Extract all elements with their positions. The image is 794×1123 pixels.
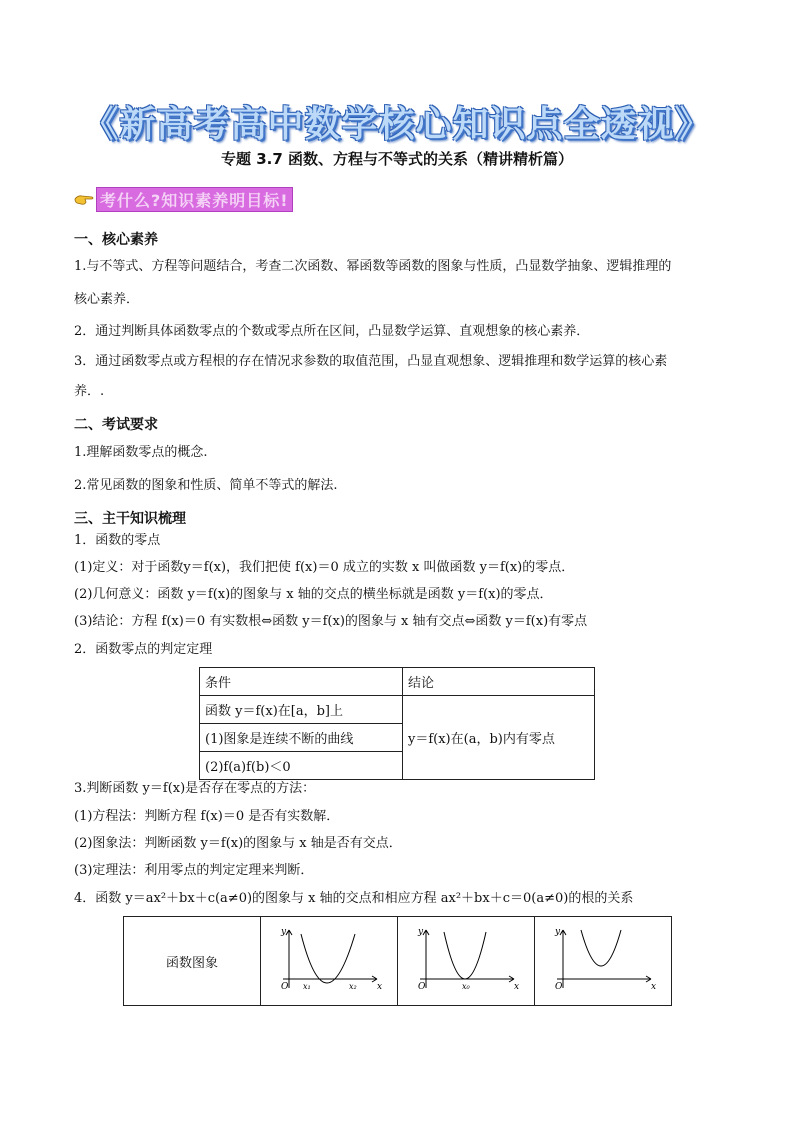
- table-header-conclusion: 结论: [403, 668, 595, 696]
- conclusion-line: (3)结论：方程 f(x)＝0 有实数根⇔函数 y＝f(x)的图象与 x 轴有交点⇔函数 y＝f(x)有零点: [74, 614, 588, 629]
- table-row-condition-3: (2)f(a)f(b)＜0: [200, 752, 403, 780]
- method-2: (2)图象法：判断函数 y＝f(x)的图象与 x 轴是否有交点．: [74, 836, 402, 851]
- method-3: (3)定理法：利用零点的判定定理来判断．: [74, 863, 314, 878]
- table-header-condition: 条件: [200, 668, 403, 696]
- graph2-y-label: y: [418, 927, 424, 937]
- core-p3b: 养．.: [74, 384, 105, 399]
- graph-no-root: [534, 917, 671, 1005]
- zero-title: 1．函数的零点: [74, 533, 161, 548]
- graph1-y-label: y: [281, 927, 287, 937]
- parabola-no-root-figure: [543, 922, 663, 1000]
- core-p1a: 1.与不等式、方程等问题结合，考查二次函数、幂函数等函数的图象与性质，凸显数学抽象、逻辑推理的: [74, 259, 672, 274]
- core-p1b: 核心素养．: [74, 292, 140, 307]
- quadratic-title: 4．函数 y＝ax²＋bx＋c(a≠0)的图象与 x 轴的交点和相应方程 ax²＋bx＋c＝0(a≠0)的根的关系: [74, 891, 634, 906]
- exam-p2: 2.常见函数的图象和性质、简单不等式的解法.: [74, 478, 338, 493]
- parabola-two-roots-figure: [269, 922, 389, 1000]
- goal-row: [74, 187, 293, 211]
- exam-p1: 1.理解函数零点的概念.: [74, 445, 208, 460]
- geometric-line: (2)几何意义：函数 y＝f(x)的图象与 x 轴的交点的横坐标就是函数 y＝f(x)的零点．: [74, 587, 553, 602]
- page-subtitle: 专题 3.7 函数、方程与不等式的关系（精讲精析篇）: [220, 150, 574, 168]
- pointing-hand-icon: [74, 192, 94, 206]
- graph1-origin-label: O: [281, 982, 289, 992]
- graph3-x-label: x: [651, 982, 657, 992]
- method-title: 3.判断函数 y＝f(x)是否存在零点的方法：: [74, 781, 316, 796]
- graph1-x-label: x: [377, 982, 383, 992]
- core-p3a: 3．通过函数零点或方程根的存在情况求参数的取值范围，凸显直观想象、逻辑推理和数学运算的核心素: [74, 354, 668, 369]
- banner-title: 《新高考高中数学核心知识点全透视》: [82, 104, 712, 145]
- graph3-y-label: y: [555, 927, 561, 937]
- graph2-x-label: x: [514, 982, 520, 992]
- table-row-condition-2: (1)图象是连续不断的曲线: [200, 724, 403, 752]
- graph-label: 函数图象: [165, 955, 218, 971]
- graph1-root-1: x₁: [303, 982, 311, 991]
- quadratic-graph-table: [123, 916, 672, 1006]
- table-cell-conclusion: y＝f(x)在(a，b)内有零点: [403, 696, 595, 780]
- graph1-root-2: x₂: [349, 982, 357, 991]
- graph-one-root: [397, 917, 534, 1005]
- graph2-root: x₀: [462, 982, 470, 991]
- definition-line: (1)定义：对于函数y＝f(x)，我们把使 f(x)＝0 成立的实数 x 叫做函数 y＝f(x)的零点．: [74, 560, 575, 575]
- table-row-condition-1: 函数 y＝f(x)在[a，b]上: [200, 696, 403, 724]
- graph-two-roots: [260, 917, 397, 1005]
- core-p2: 2．通过判断具体函数零点的个数或零点所在区间，凸显数学运算、直观想象的核心素养．: [74, 324, 590, 339]
- parabola-one-root-figure: [406, 922, 526, 1000]
- theorem-table: [199, 667, 595, 780]
- section-core-title: 一、核心素养: [74, 232, 158, 248]
- section-knowledge-title: 三、主干知识梳理: [74, 511, 186, 527]
- graph2-origin-label: O: [418, 982, 426, 992]
- section-exam-title: 二、考试要求: [74, 417, 158, 433]
- theorem-title: 2．函数零点的判定定理: [74, 642, 213, 657]
- method-1: (1)方程法：判断方程 f(x)＝0 是否有实数解．: [74, 809, 340, 824]
- graph3-origin-label: O: [555, 982, 563, 992]
- goal-badge: 考什么?知识素养明目标!: [96, 187, 293, 212]
